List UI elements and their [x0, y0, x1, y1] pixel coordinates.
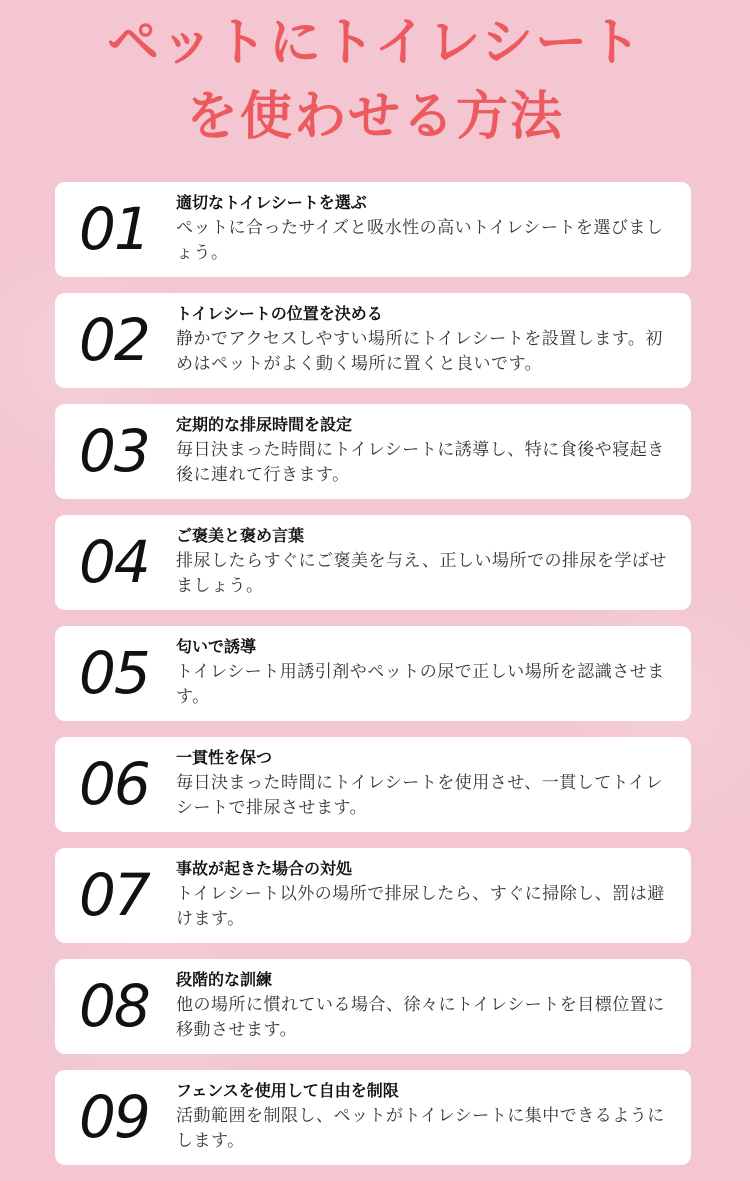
- page-title-line-2: を使わせる方法: [185, 87, 564, 147]
- step-number: 01: [79, 195, 149, 263]
- step-card-05: [55, 626, 691, 721]
- step-description: 活動範囲を制限し、ペットがトイレシートに集中できるようにします。: [176, 1106, 665, 1151]
- step-title: 定期的な排尿時間を設定: [176, 415, 353, 434]
- step-number: 03: [79, 417, 149, 485]
- step-title: 段階的な訓練: [176, 970, 273, 989]
- step-description: ペットに合ったサイズと吸水性の高いトイレシートを選びましょう。: [176, 218, 664, 263]
- step-card-07: [55, 848, 691, 943]
- step-card-08: [55, 959, 691, 1054]
- step-description: 他の場所に慣れている場合、徐々にトイレシートを目標位置に移動させます。: [176, 995, 665, 1040]
- step-number: 02: [79, 306, 149, 374]
- step-title: トイレシートの位置を決める: [176, 304, 383, 323]
- step-title: 適切なトイレシートを選ぶ: [176, 193, 367, 212]
- step-number: 04: [79, 528, 149, 596]
- step-card-04: [55, 515, 691, 610]
- step-description: 排尿したらすぐにご褒美を与え、正しい場所での排尿を学ばせましょう。: [176, 551, 668, 596]
- step-description: 毎日決まった時間にトイレシートに誘導し、特に食後や寝起き後に連れて行きます。: [176, 440, 665, 485]
- step-title: 匂いで誘導: [176, 637, 257, 656]
- steps-list: [55, 182, 691, 1181]
- step-number: 07: [79, 861, 149, 929]
- step-description: 静かでアクセスしやすい場所にトイレシートを設置します。初めはペットがよく動く場所に置くと良いです。: [176, 329, 663, 374]
- step-description: トイレシート用誘引剤やペットの尿で正しい場所を認識させます。: [176, 662, 665, 707]
- step-number: 08: [79, 972, 149, 1040]
- step-title: 事故が起きた場合の対処: [176, 859, 353, 878]
- step-title: フェンスを使用して自由を制限: [176, 1081, 399, 1100]
- step-card-02: [55, 293, 691, 388]
- step-card-01: [55, 182, 691, 277]
- step-card-06: [55, 737, 691, 832]
- step-title: 一貫性を保つ: [176, 748, 273, 767]
- step-number: 09: [79, 1083, 149, 1151]
- step-number: 06: [79, 750, 149, 818]
- page-title-line-1: ペットにトイレシート: [106, 13, 644, 73]
- step-card-03: [55, 404, 691, 499]
- step-card-09: [55, 1070, 691, 1165]
- step-number: 05: [79, 639, 149, 707]
- step-description: トイレシート以外の場所で排尿したら、すぐに掃除し、罰は避けます。: [176, 884, 665, 929]
- step-description: 毎日決まった時間にトイレシートを使用させ、一貫してトイレシートで排尿させます。: [176, 773, 664, 818]
- step-title: ご褒美と褒め言葉: [176, 526, 305, 545]
